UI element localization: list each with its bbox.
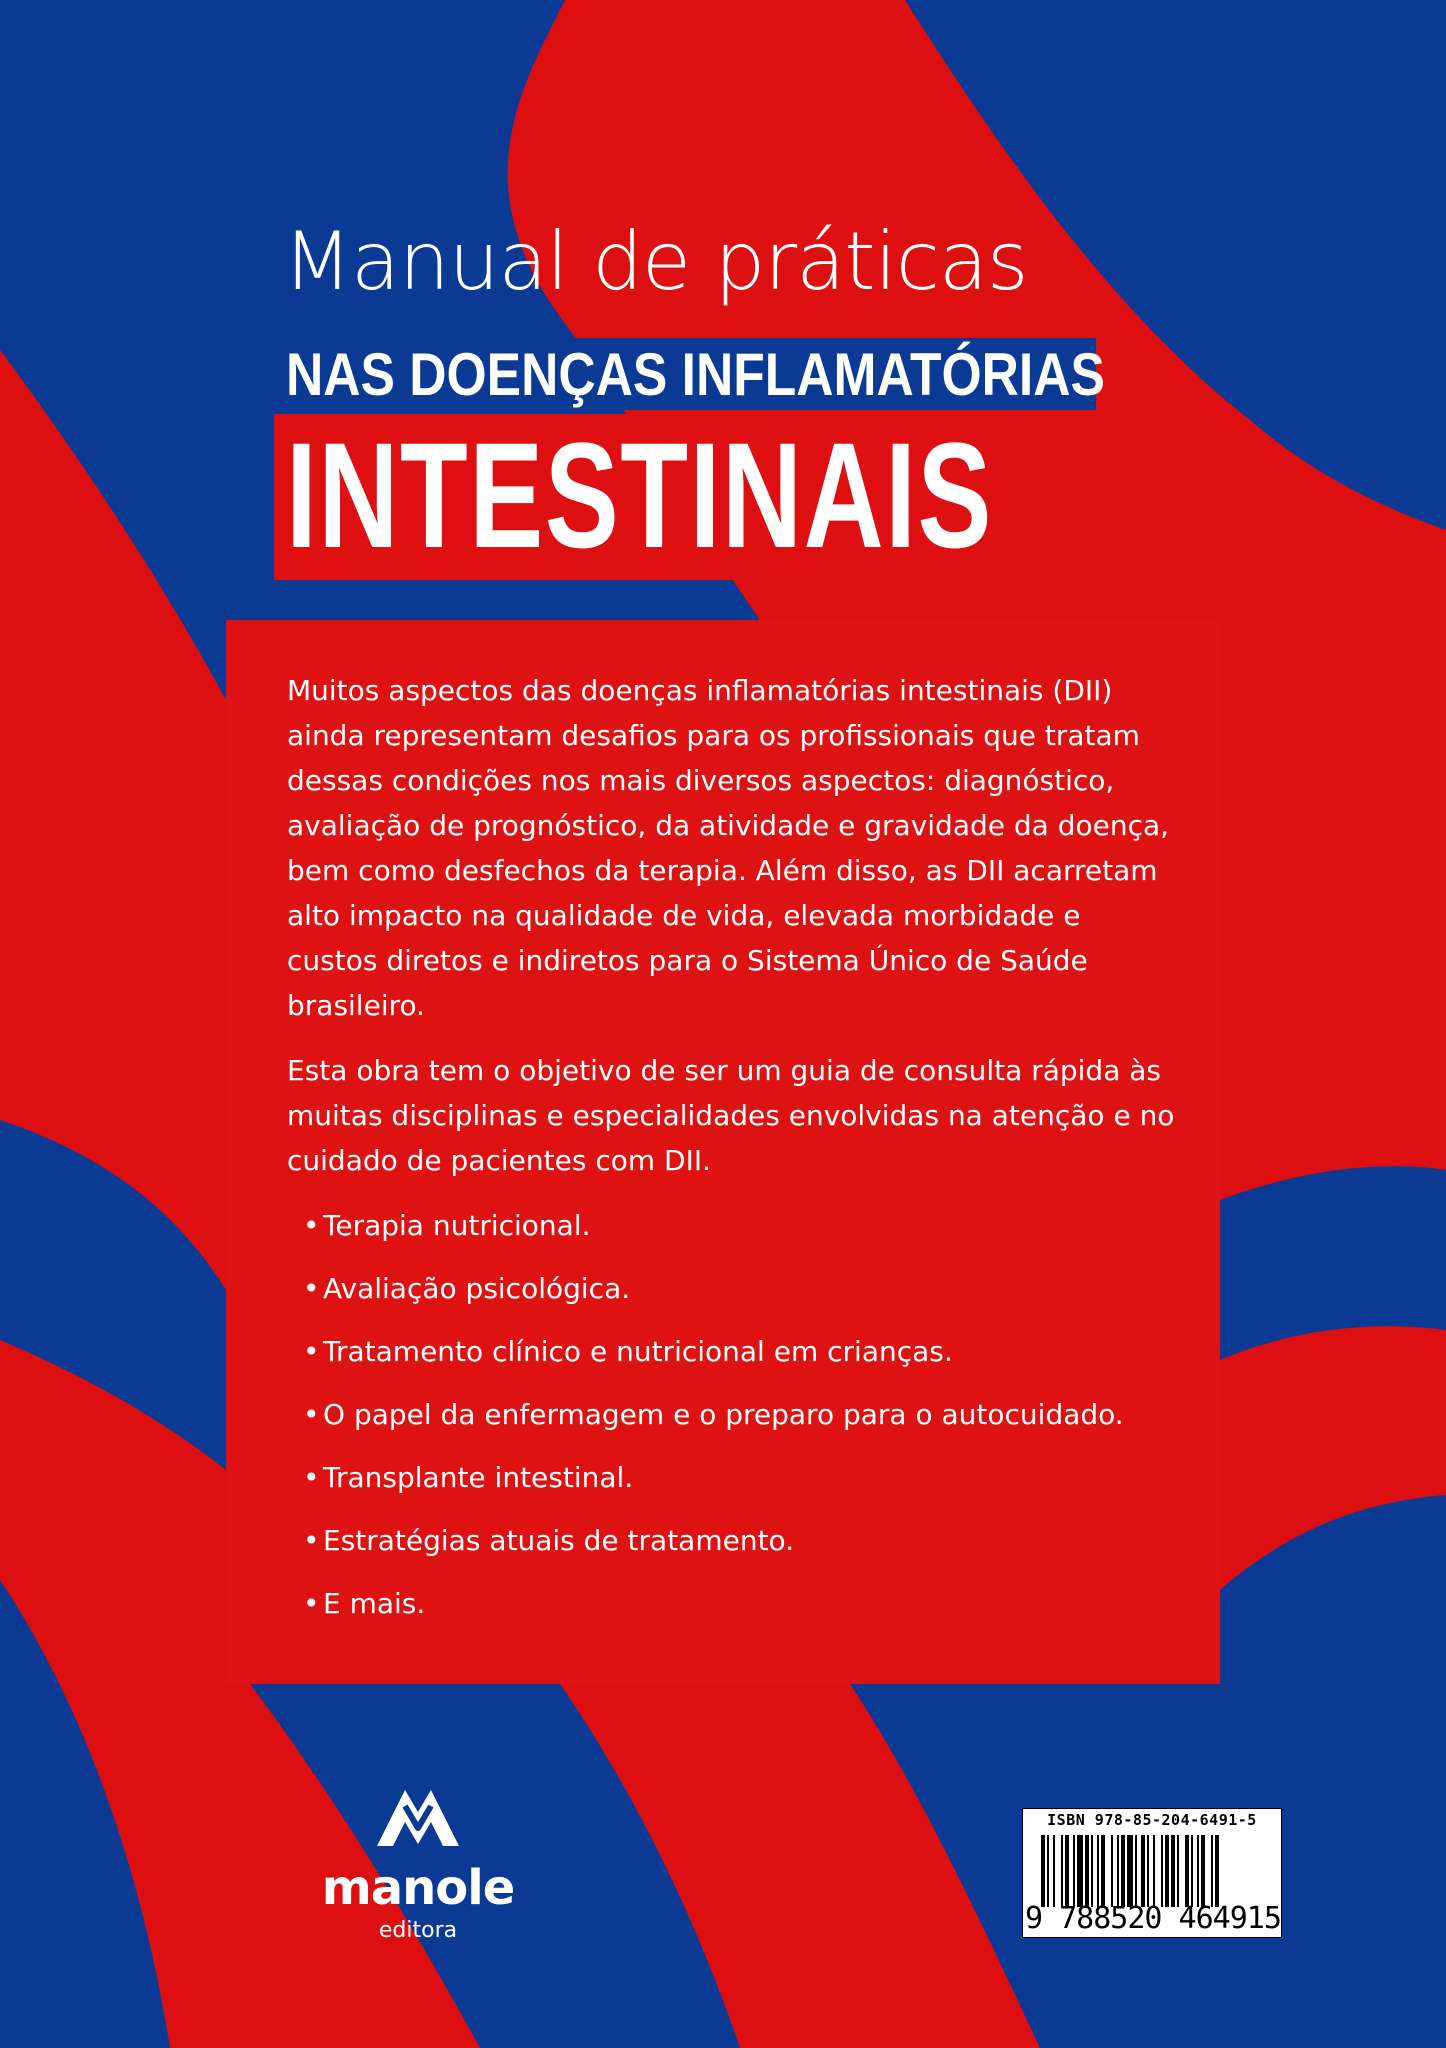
publisher-name: manole xyxy=(321,1860,515,1916)
list-item: • O papel da enfermagem e o preparo para o autocuidado. xyxy=(323,1392,1177,1437)
title-line-2: NAS DOENÇAS INFLAMATÓRIAS xyxy=(286,341,1105,408)
list-item: • Estratégias atuais de tratamento. xyxy=(323,1518,1177,1563)
bullet-dot: • xyxy=(303,1209,320,1242)
barcode-digits: 9 788520 464915 xyxy=(1025,1901,1281,1936)
paragraph-2: Esta obra tem o objetivo de ser um guia de consulta rápida às muitas disciplinas e especialidades envolvidas na atenção e no cuidado de pacientes com DII. xyxy=(287,1054,1175,1177)
bullet-dot: • xyxy=(303,1587,320,1620)
title-line-1: Manual de práticas xyxy=(283,215,1028,308)
list-item: • Terapia nutricional. xyxy=(323,1203,1177,1248)
list-item: • Transplante intestinal. xyxy=(323,1455,1177,1500)
list-item: • Tratamento clínico e nutricional em crianças. xyxy=(323,1329,1177,1374)
publisher-subtitle: editora xyxy=(378,1918,458,1943)
list-item: • E mais. xyxy=(323,1581,1177,1626)
bullet-dot: • xyxy=(303,1461,320,1494)
topics-list xyxy=(287,1203,1177,1626)
title-line-3: INTESTINAIS xyxy=(286,411,994,579)
bullet-dot: • xyxy=(303,1272,320,1305)
paragraph-1: Muitos aspectos das doenças inflamatórias intestinais (DII) ainda representam desafios para os profissionais que tratam dessas condições nos mais diversos aspectos: diagnóstico, avaliação de prognóstico, da atividade e gravidade da doença, bem como desfechos da terapia. Além disso, as DII acarretam alto impacto na qualidade de vida, elevada morbidade e custos diretos e indiretos para o Sistema Único de Saúde brasileiro. xyxy=(287,674,1170,1022)
description-text xyxy=(287,668,1177,1644)
isbn-label: ISBN 978-85-204-6491-5 xyxy=(1047,1811,1257,1829)
barcode-bars xyxy=(1041,1835,1273,1907)
isbn-barcode xyxy=(1022,1808,1282,1938)
bullet-dot: • xyxy=(303,1398,320,1431)
publisher-logo xyxy=(318,1782,518,1942)
list-item: • Avaliação psicológica. xyxy=(323,1266,1177,1311)
manole-mark-icon xyxy=(373,1782,463,1850)
bullet-dot: • xyxy=(303,1524,320,1557)
bullet-dot: • xyxy=(303,1335,320,1368)
